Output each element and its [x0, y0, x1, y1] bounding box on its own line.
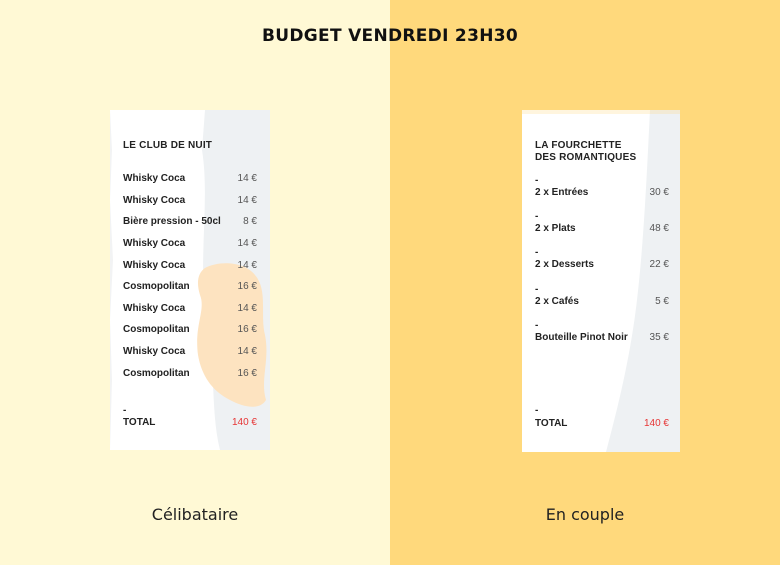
item-price: 14 € [237, 238, 257, 249]
separator-dash: - [535, 175, 539, 186]
item-name: Whisky Coca [123, 173, 186, 184]
separator-dash: - [535, 405, 539, 416]
separator-dash: - [123, 405, 127, 416]
total-label: TOTAL [123, 417, 156, 428]
item-price: 35 € [649, 332, 669, 343]
total-value: 140 € [643, 418, 669, 429]
item-price: 16 € [237, 368, 257, 379]
caption-single: Célibataire [151, 505, 239, 524]
receipt-row [123, 281, 257, 294]
receipt-row [535, 332, 669, 345]
item-price: 14 € [237, 195, 257, 206]
receipt-title-line-1: LA FOURCHETTE [535, 140, 622, 151]
separator-dash: - [535, 320, 539, 331]
receipt-row [123, 195, 257, 208]
receipt-row [123, 260, 257, 273]
receipt-row [535, 187, 669, 200]
item-name: Whisky Coca [123, 260, 186, 271]
item-name: Bouteille Pinot Noir [535, 332, 628, 343]
separator-dash: - [535, 247, 539, 258]
receipt-texture [110, 110, 270, 450]
item-price: 8 € [243, 216, 257, 227]
item-name: 2 x Entrées [535, 187, 589, 198]
item-name: Cosmopolitan [123, 324, 190, 335]
receipt-row [123, 324, 257, 337]
receipt-total-row [535, 418, 669, 431]
item-price: 16 € [237, 324, 257, 335]
item-name: 2 x Plats [535, 223, 576, 234]
receipt-title: LE CLUB DE NUIT [123, 140, 213, 151]
item-name: Whisky Coca [123, 303, 186, 314]
receipt-club-de-nuit [110, 110, 270, 450]
item-price: 22 € [649, 259, 669, 270]
receipt-row [123, 216, 257, 229]
caption-couple: En couple [545, 505, 625, 524]
separator-dash: - [535, 211, 539, 222]
item-price: 14 € [237, 303, 257, 314]
item-name: Cosmopolitan [123, 368, 190, 379]
receipt-row [535, 259, 669, 272]
item-price: 16 € [237, 281, 257, 292]
item-name: Whisky Coca [123, 238, 186, 249]
receipt-fourchette-romantiques [522, 110, 680, 452]
item-name: 2 x Desserts [535, 259, 594, 270]
receipt-row [535, 296, 669, 309]
item-price: 14 € [237, 173, 257, 184]
item-price: 14 € [237, 346, 257, 357]
item-name: Whisky Coca [123, 346, 186, 357]
page-title: BUDGET VENDREDI 23H30 [262, 26, 518, 46]
separator-dash: - [535, 284, 539, 295]
item-name: Whisky Coca [123, 195, 186, 206]
item-price: 14 € [237, 260, 257, 271]
total-value: 140 € [231, 417, 257, 428]
receipt-row [123, 173, 257, 186]
item-name: Cosmopolitan [123, 281, 190, 292]
item-name: Bière pression - 50cl [123, 216, 221, 227]
item-price: 48 € [649, 223, 669, 234]
item-name: 2 x Cafés [535, 296, 579, 307]
receipt-row [123, 238, 257, 251]
total-label: TOTAL [535, 418, 568, 429]
receipt-row [123, 346, 257, 359]
item-price: 30 € [649, 187, 669, 198]
receipt-row [123, 368, 257, 381]
receipt-total-row [123, 417, 257, 430]
receipt-title-line-2: DES ROMANTIQUES [535, 152, 637, 163]
item-price: 5 € [655, 296, 669, 307]
receipt-row [535, 223, 669, 236]
receipt-row [123, 303, 257, 316]
